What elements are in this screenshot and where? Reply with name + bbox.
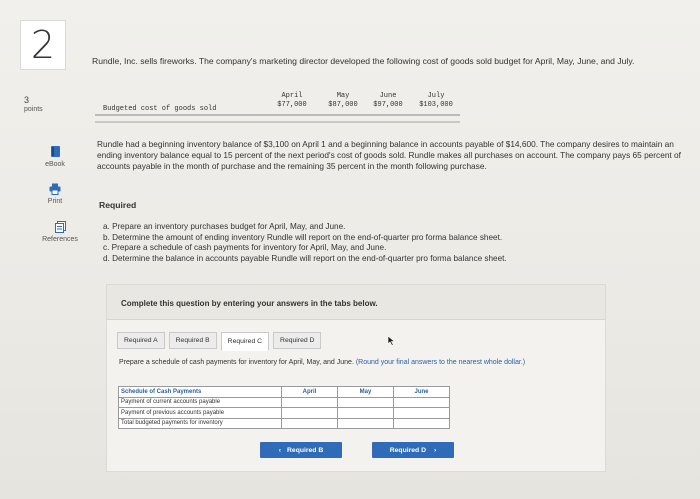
- tab-required-b[interactable]: Required B: [169, 332, 217, 349]
- input-current-june[interactable]: [394, 397, 450, 408]
- mouse-cursor-icon: [387, 335, 396, 348]
- requirement-b: b. Determine the amount of ending inventory Rundle will report on the end-of-quarter pro forma balance sheet.: [103, 232, 503, 242]
- complete-instructions: Complete this question by entering your answers in the tabs below.: [121, 299, 378, 308]
- print-icon: [49, 183, 61, 195]
- ebook-label: eBook: [45, 161, 65, 168]
- tab-required-d[interactable]: Required D: [273, 332, 321, 349]
- column-header-april: April: [282, 387, 338, 398]
- cogs-col-june: June $97,000: [373, 92, 403, 109]
- question-number: 2: [20, 20, 66, 70]
- cogs-col-may: May $87,000: [328, 92, 358, 109]
- tab-required-c[interactable]: Required C: [221, 332, 269, 351]
- requirements-list: [103, 222, 663, 264]
- panel-header: [107, 285, 605, 320]
- schedule-title: Schedule of Cash Payments: [119, 387, 282, 398]
- intro-text: Rundle, Inc. sells fireworks. The company's marketing director developed the following cost of goods sold budget for April, May, June, and July.: [92, 56, 635, 66]
- table-row: [119, 418, 450, 429]
- points-value: 3: [24, 95, 30, 105]
- row-label-current-payable: Payment of current accounts payable: [119, 397, 282, 408]
- print-button[interactable]: [27, 183, 83, 205]
- tab-required-a[interactable]: Required A: [117, 332, 165, 349]
- references-icon: [55, 221, 66, 233]
- schedule-header-row: [119, 387, 450, 398]
- points-label: points: [24, 106, 43, 113]
- prev-required-b-button[interactable]: [260, 442, 342, 458]
- divider: [95, 121, 460, 123]
- tab-bar: [117, 332, 325, 351]
- answer-panel: [106, 284, 606, 472]
- references-button[interactable]: [32, 221, 88, 243]
- cogs-col-july: July $103,000: [419, 92, 453, 109]
- requirement-a: a. Prepare an inventory purchases budget for April, May, and June.: [103, 222, 346, 231]
- tab-instruction: Prepare a schedule of cash payments for inventory for April, May, and June. (Round your final answers to the nearest whole dollar.): [119, 359, 526, 366]
- rounding-note: (Round your final answers to the nearest whole dollar.): [355, 359, 526, 366]
- row-label-total-payments: Total budgeted payments for inventory: [119, 418, 282, 429]
- requirement-d: d. Determine the balance in accounts payable Rundle will report on the end-of-quarter pro forma balance sheet.: [103, 253, 507, 263]
- row-label-previous-payable: Payment of previous accounts payable: [119, 408, 282, 419]
- column-header-june: June: [394, 387, 450, 398]
- input-current-april[interactable]: [282, 397, 338, 408]
- input-total-june[interactable]: [394, 418, 450, 429]
- ebook-button[interactable]: [27, 145, 83, 168]
- table-row: [119, 397, 450, 408]
- references-label: References: [42, 236, 78, 243]
- print-label: Print: [47, 198, 63, 205]
- input-total-april[interactable]: [282, 418, 338, 429]
- column-header-may: May: [338, 387, 394, 398]
- chevron-left-icon: ‹: [278, 446, 281, 454]
- requirement-c: c. Prepare a schedule of cash payments for inventory for April, May, and June.: [103, 243, 387, 252]
- chevron-right-icon: ›: [434, 446, 437, 454]
- problem-paragraph: Rundle had a beginning inventory balance of $3,100 on April 1 and a beginning balance in accounts payable of $14,600. The company desires to maintain an ending inventory balance equal to 15 percent of the next period's cost of goods sold. Rundle makes all purchases on account. The company pays 65 percent of accounts payable in the month of purchase and the remaining 35 percent in the month following purchase.: [97, 139, 681, 171]
- input-total-may[interactable]: [338, 418, 394, 429]
- cogs-row-label: Budgeted cost of goods sold: [103, 105, 217, 113]
- ebook-icon: [50, 145, 61, 158]
- input-previous-april[interactable]: [282, 408, 338, 419]
- prev-button-label: Required B: [287, 446, 324, 454]
- cogs-budget-table: [95, 90, 460, 116]
- required-heading: Required: [99, 200, 137, 210]
- next-required-d-button[interactable]: [372, 442, 454, 458]
- table-row: [119, 408, 450, 419]
- cogs-col-april: April $77,000: [277, 92, 307, 109]
- cash-payments-schedule: [118, 386, 450, 429]
- input-previous-june[interactable]: [394, 408, 450, 419]
- next-button-label: Required D: [389, 446, 426, 454]
- input-previous-may[interactable]: [338, 408, 394, 419]
- input-current-may[interactable]: [338, 397, 394, 408]
